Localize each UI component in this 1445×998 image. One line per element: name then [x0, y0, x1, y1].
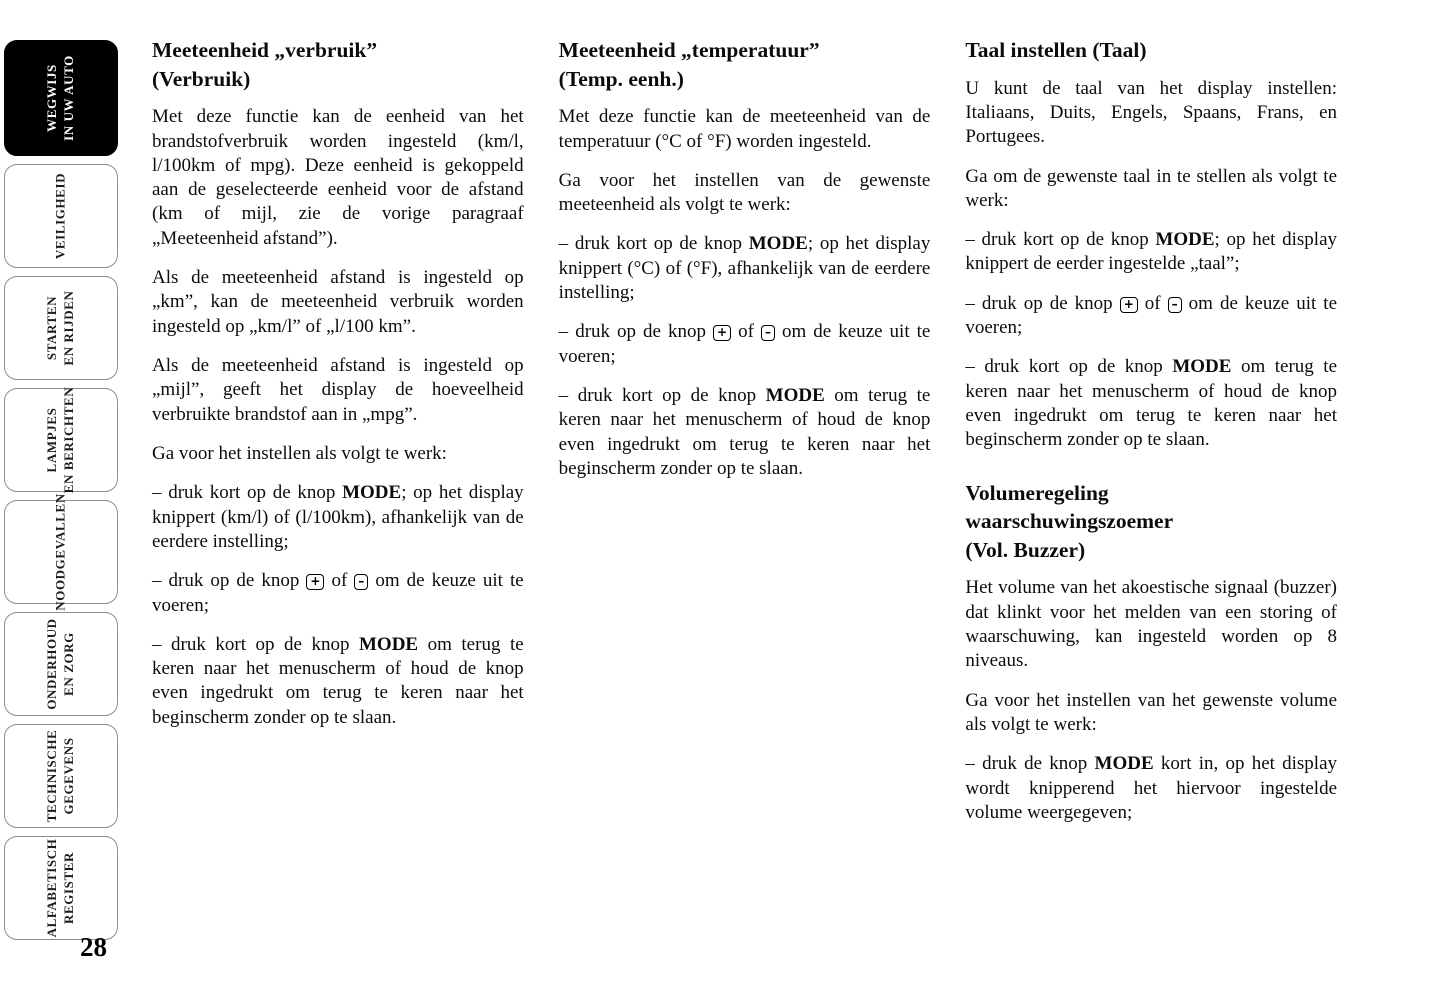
- section-heading: Taal instellen (Taal): [965, 38, 1147, 62]
- paragraph: U kunt de taal van het display instellen: Italiaans, Duits, Engels, Spaans, Frans, en Portugees.: [965, 77, 1338, 148]
- trip-plus-button-icon: +: [1120, 297, 1138, 313]
- mode-button-label: MODE: [1155, 229, 1215, 251]
- sidebar-tab-label: NOODGEVALLEN: [52, 493, 68, 611]
- section: [152, 36, 524, 730]
- trip-minus-button-icon: –: [1168, 297, 1182, 313]
- sidebar-tab-label: WEGWIJS IN UW AUTO: [44, 55, 76, 141]
- paragraph: – druk op de knop + of – om de keuze uit te voeren;: [965, 292, 1338, 339]
- sidebar-tab-technische-gegevens: [4, 724, 118, 828]
- sidebar-tab-label: TECHNISCHE GEGEVENS: [44, 729, 76, 823]
- paragraph: – druk kort op de knop MODE om terug te keren naar het menuscherm of houd de knop even ingedrukt om terug te keren naar het beginscherm zonder op te slaan.: [558, 385, 931, 479]
- mode-button-label: MODE: [1094, 753, 1154, 775]
- sidebar-tab-label: ALFABETISCH REGISTER: [44, 838, 76, 938]
- page-number: 28: [80, 932, 107, 962]
- text-columns: [152, 36, 1337, 840]
- paragraph: Als de meeteenheid afstand is ingesteld op „mijl”, geeft het display de hoeveelheid verbruikte brandstof aan in „mpg”.: [152, 355, 524, 425]
- trip-minus-button-icon: –: [354, 574, 368, 590]
- mode-button-label: MODE: [1172, 356, 1232, 378]
- section: [559, 36, 931, 481]
- sidebar-tab-noodgevallen: [4, 493, 118, 611]
- paragraph: Ga voor het instellen van de gewenste meeteenheid als volgt te werk:: [558, 169, 931, 216]
- mode-button-label: MODE: [342, 482, 402, 504]
- paragraph: – druk kort op de knop MODE; op het display knippert de eerder ingestelde „taal”;: [965, 229, 1338, 275]
- sidebar-tab-alfabetisch-register: [4, 836, 118, 940]
- trip-plus-button-icon: +: [713, 325, 731, 341]
- paragraph: – druk kort op de knop MODE; op het display knippert (km/l) of (l/100km), afhankelijk van de eerdere instelling;: [152, 482, 524, 552]
- sidebar-tab-label: ONDERHOUD EN ZORG: [44, 618, 76, 710]
- sidebar-tab-label: VEILIGHEID: [52, 172, 68, 260]
- sidebar-tab-label: LAMPJES EN BERICHTEN: [44, 386, 76, 494]
- paragraph: – druk de knop MODE kort in, op het display wordt knipperend het hiervoor ingestelde volume weergegeven;: [965, 753, 1338, 823]
- paragraph: – druk kort op de knop MODE om terug te keren naar het menuscherm of houd de knop even ingedrukt om terug te keren naar het beginscherm zonder op te slaan.: [152, 633, 524, 728]
- sidebar-tab-starten-en-rijden: [4, 276, 118, 380]
- trip-minus-button-icon: –: [761, 325, 775, 341]
- sidebar-tab-onderhoud-en-zorg: [4, 612, 118, 716]
- sidebar-tab-label: STARTEN EN RIJDEN: [44, 290, 76, 366]
- paragraph: Als de meeteenheid afstand is ingesteld op „km”, kan de meeteenheid verbruik worden ingesteld op „km/l” of „l/100 km”.: [152, 267, 524, 337]
- section: [965, 479, 1337, 826]
- paragraph: Met deze functie kan de eenheid van het brandstofverbruik worden ingesteld (km/l, l/100km of mpg). Deze eenheid is gekoppeld aan de geselecteerde eenheid voor de afstand (km of mijl, zie de vorige paragraaf „Meeteenheid afstand”).: [152, 106, 524, 249]
- sidebar-tab-veiligheid: [4, 164, 118, 268]
- sidebar-tab-lampjes-en-berichten: [4, 388, 118, 492]
- paragraph: – druk op de knop + of – om de keuze uit te voeren;: [152, 570, 524, 616]
- paragraph: Ga om de gewenste taal in te stellen als volgt te werk:: [965, 165, 1338, 211]
- section-heading: Volumeregeling waarschuwingszoemer (Vol. Buzzer): [965, 480, 1174, 562]
- paragraph: Het volume van het akoestische signaal (buzzer) dat klinkt voor het melden van een storing of waarschuwing, kan ingesteld worden op 8 niveaus.: [965, 577, 1338, 672]
- section: [965, 36, 1337, 453]
- trip-plus-button-icon: +: [306, 574, 324, 590]
- paragraph: – druk op de knop + of – om de keuze uit te voeren;: [558, 321, 931, 367]
- text-column-1: [152, 36, 524, 840]
- section-heading: Meeteenheid „temperatuur” (Temp. eenh.): [558, 38, 820, 91]
- text-column-3: [965, 36, 1337, 840]
- sidebar-tab-wegwijs-in-uw-auto: [4, 40, 118, 156]
- paragraph: – druk kort op de knop MODE om terug te keren naar het menuscherm of houd de knop even ingedrukt om terug te keren naar het beginscherm zonder op te slaan.: [965, 356, 1338, 451]
- paragraph: Ga voor het instellen als volgt te werk:: [152, 442, 447, 464]
- chapter-tab-sidebar: [0, 40, 124, 940]
- mode-button-label: MODE: [358, 633, 419, 655]
- mode-button-label: MODE: [748, 233, 808, 255]
- section-heading: Meeteenheid „verbruik” (Verbruik): [152, 38, 378, 91]
- paragraph: Ga voor het instellen van het gewenste volume als volgt te werk:: [965, 689, 1338, 735]
- mode-button-label: MODE: [765, 385, 825, 406]
- paragraph: Met deze functie kan de meeteenheid van de temperatuur (°C of °F) worden ingesteld.: [558, 106, 931, 152]
- text-column-2: [559, 36, 931, 840]
- paragraph: – druk kort op de knop MODE; op het display knippert (°C) of (°F), afhankelijk van de eerdere instelling;: [558, 233, 931, 304]
